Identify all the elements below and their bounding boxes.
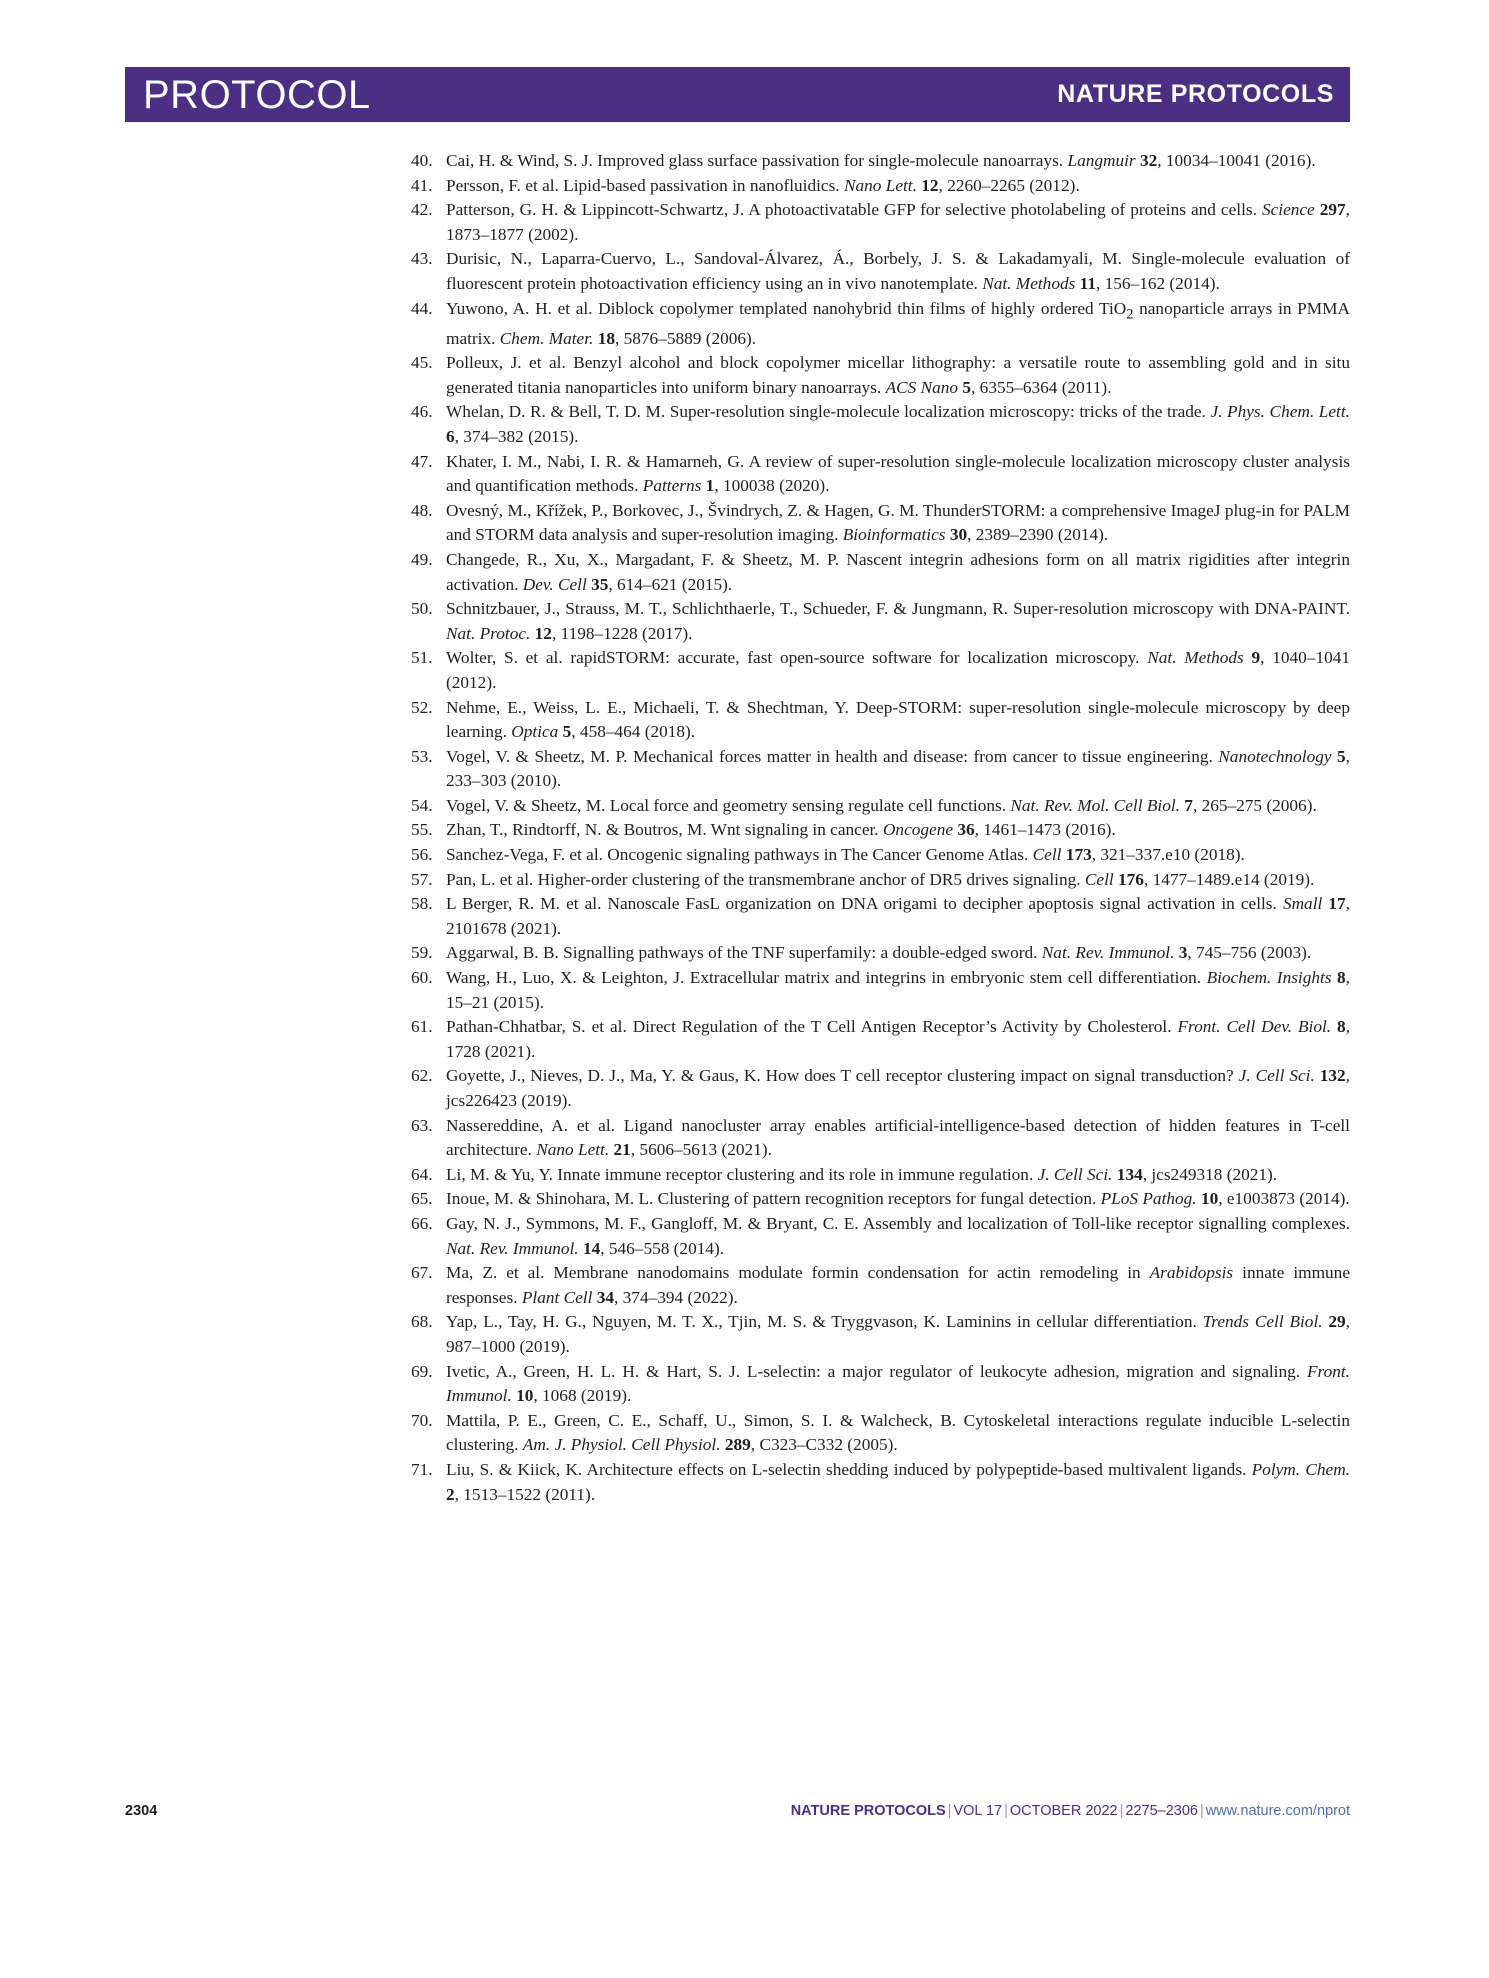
reference-text: Pan, L. et al. Higher-order clustering of the transmembrane anchor of DR5 drives signaling. Cell 176, 1477–1489.e14 (2019).	[446, 869, 1315, 889]
reference-number: 63.	[411, 1115, 433, 1135]
reference-item	[411, 198, 1350, 247]
footer-separator: |	[947, 1803, 952, 1819]
reference-item	[411, 351, 1350, 400]
reference-item	[411, 1064, 1350, 1113]
reference-item	[411, 1187, 1350, 1212]
reference-number: 71.	[411, 1459, 433, 1479]
reference-number: 46.	[411, 402, 433, 422]
reference-number: 66.	[411, 1213, 433, 1233]
journal-name: NATURE PROTOCOLS	[1057, 80, 1334, 108]
reference-text: L Berger, R. M. et al. Nanoscale FasL organization on DNA origami to decipher apoptosis signal activation in cells. Small 17, 2101678 (2021).	[446, 894, 1350, 938]
reference-text: Nassereddine, A. et al. Ligand nanocluster array enables artificial-intelligence-based detection of hidden features in T-cell architecture. Nano Lett. 21, 5606–5613 (2021).	[446, 1115, 1350, 1160]
reference-text: Khater, I. M., Nabi, I. R. & Hamarneh, G. A review of super-resolution single-molecule localization microscopy cluster analysis and quantification methods. Patterns 1, 100038 (2020).	[446, 451, 1350, 496]
reference-number: 70.	[411, 1410, 433, 1430]
reference-text: Ivetic, A., Green, H. L. H. & Hart, S. J. L-selectin: a major regulator of leukocyte adhesion, migration and signaling. Front. Immunol. 10, 1068 (2019).	[446, 1361, 1350, 1406]
reference-item	[411, 400, 1350, 449]
reference-number: 52.	[411, 697, 433, 717]
footer-journal: NATURE PROTOCOLS	[790, 1803, 946, 1819]
reference-item	[411, 843, 1350, 868]
reference-text: Goyette, J., Nieves, D. J., Ma, Y. & Gaus, K. How does T cell receptor clustering impact on signal transduction? J. Cell Sci. 132, jcs226423 (2019).	[446, 1066, 1350, 1111]
reference-number: 67.	[411, 1263, 433, 1283]
reference-number: 60.	[411, 968, 433, 988]
reference-text: Persson, F. et al. Lipid-based passivation in nanofluidics. Nano Lett. 12, 2260–2265 (2012).	[446, 175, 1080, 195]
reference-number: 58.	[411, 894, 433, 914]
footer-separator: |	[1004, 1803, 1008, 1819]
reference-number: 47.	[411, 451, 433, 471]
reference-item	[411, 966, 1350, 1015]
reference-number: 49.	[411, 549, 433, 569]
reference-text: Inoue, M. & Shinohara, M. L. Clustering of pattern recognition receptors for fungal detection. PLoS Pathog. 10, e1003873 (2014).	[446, 1189, 1350, 1209]
footer-citation	[791, 1803, 1350, 1819]
reference-list	[411, 149, 1350, 1507]
reference-number: 42.	[411, 200, 433, 220]
reference-item	[411, 174, 1350, 199]
reference-text: Patterson, G. H. & Lippincott-Schwartz, J. A photoactivatable GFP for selective photolabeling of proteins and cells. Science 297, 1873–1877 (2002).	[446, 200, 1350, 244]
reference-text: Cai, H. & Wind, S. J. Improved glass surface passivation for single-molecule nanoarrays. Langmuir 32, 10034–10041 (2016).	[446, 151, 1316, 170]
reference-number: 48.	[411, 500, 433, 520]
reference-text: Wang, H., Luo, X. & Leighton, J. Extracellular matrix and integrins in embryonic stem cell differentiation. Biochem. Insights 8, 15–21 (2015).	[446, 968, 1350, 1012]
reference-number: 61.	[411, 1017, 433, 1037]
reference-number: 45.	[411, 353, 433, 373]
reference-text: Liu, S. & Kiick, K. Architecture effects on L-selectin shedding induced by polypeptide-based multivalent ligands. Polym. Chem. 2, 1513–1522 (2011).	[446, 1459, 1350, 1504]
footer-pages: 2275–2306	[1125, 1803, 1198, 1819]
reference-text: Gay, N. J., Symmons, M. F., Gangloff, M. & Bryant, C. E. Assembly and localization of Toll-like receptor signalling complexes. Nat. Rev. Immunol. 14, 546–558 (2014).	[446, 1213, 1350, 1258]
page-footer	[125, 1803, 1350, 1825]
section-label: PROTOCOL	[143, 72, 371, 117]
reference-item	[411, 1163, 1350, 1188]
reference-item	[411, 1409, 1350, 1458]
reference-text: Vogel, V. & Sheetz, M. Local force and geometry sensing regulate cell functions. Nat. Rev. Mol. Cell Biol. 7, 265–275 (2006).	[446, 795, 1317, 815]
reference-item	[411, 1114, 1350, 1163]
reference-number: 62.	[411, 1066, 433, 1086]
reference-item	[411, 794, 1350, 819]
reference-item	[411, 1212, 1350, 1261]
reference-item	[411, 941, 1350, 966]
reference-number: 41.	[411, 175, 433, 195]
reference-text: Li, M. & Yu, Y. Innate immune receptor clustering and its role in immune regulation. J. Cell Sci. 134, jcs249318 (2021).	[446, 1164, 1278, 1184]
reference-text: Whelan, D. R. & Bell, T. D. M. Super-resolution single-molecule localization microscopy: tricks of the trade. J. Phys. Chem. Lett. 6, 374–382 (2015).	[446, 402, 1350, 446]
reference-item	[411, 745, 1350, 794]
reference-item	[411, 1458, 1350, 1507]
reference-text: Vogel, V. & Sheetz, M. P. Mechanical forces matter in health and disease: from cancer to tissue engineering. Nanotechnology 5, 233–303 (2010).	[446, 746, 1350, 791]
reference-item	[411, 1310, 1350, 1359]
reference-text: Durisic, N., Laparra-Cuervo, L., Sandoval-Álvarez, Á., Borbely, J. S. & Lakadamyali, M. Single-molecule evaluation of fluorescent protein photoactivation efficiency using an in vivo nanotemplate. Nat. Methods 11, 156–162 (2014).	[446, 249, 1350, 293]
reference-item	[411, 597, 1350, 646]
reference-text: Zhan, T., Rindtorff, N. & Boutros, M. Wnt signaling in cancer. Oncogene 36, 1461–1473 (2016).	[446, 820, 1116, 840]
reference-text: Mattila, P. E., Green, C. E., Schaff, U., Simon, S. I. & Walcheck, B. Cytoskeletal interactions regulate inducible L-selectin clustering. Am. J. Physiol. Cell Physiol. 289, C323–C332 (2005).	[446, 1410, 1350, 1455]
reference-item	[411, 646, 1350, 695]
reference-number: 50.	[411, 599, 433, 619]
footer-date: OCTOBER 2022	[1009, 1803, 1118, 1819]
reference-item	[411, 499, 1350, 548]
reference-text: Changede, R., Xu, X., Margadant, F. & Sheetz, M. P. Nascent integrin adhesions form on all matrix rigidities after integrin activation. Dev. Cell 35, 614–621 (2015).	[446, 549, 1350, 594]
reference-text: Nehme, E., Weiss, L. E., Michaeli, T. & Shechtman, Y. Deep-STORM: super-resolution single-molecule microscopy by deep learning. Optica 5, 458–464 (2018).	[446, 697, 1350, 742]
reference-item	[411, 450, 1350, 499]
footer-separator: |	[1199, 1803, 1204, 1819]
reference-number: 64.	[411, 1164, 433, 1184]
header-banner	[125, 67, 1350, 122]
reference-number: 43.	[411, 249, 433, 269]
reference-item	[411, 1261, 1350, 1310]
reference-number: 51.	[411, 648, 433, 668]
reference-text: Wolter, S. et al. rapidSTORM: accurate, fast open-source software for localization microscopy. Nat. Methods 9, 1040–1041 (2012).	[446, 648, 1351, 692]
reference-item	[411, 696, 1350, 745]
reference-number: 44.	[411, 298, 433, 318]
reference-item	[411, 892, 1350, 941]
reference-number: 54.	[411, 795, 433, 815]
reference-number: 55.	[411, 820, 433, 840]
reference-item	[411, 548, 1350, 597]
reference-text: Aggarwal, B. B. Signalling pathways of the TNF superfamily: a double-edged sword. Nat. Rev. Immunol. 3, 745–756 (2003).	[446, 943, 1312, 963]
reference-number: 68.	[411, 1312, 433, 1332]
reference-text: Ovesný, M., Křížek, P., Borkovec, J., Švindrych, Z. & Hagen, G. M. ThunderSTORM: a comprehensive ImageJ plug-in for PALM and STORM data analysis and super-resolution imaging. Bioinformatics 30, 2389–2390 (2014).	[446, 500, 1350, 545]
reference-item	[411, 868, 1350, 893]
footer-separator: |	[1119, 1803, 1124, 1819]
reference-number: 56.	[411, 845, 433, 865]
footer-volume: VOL 17	[953, 1803, 1003, 1819]
reference-number: 57.	[411, 869, 433, 889]
reference-item	[411, 1015, 1350, 1064]
reference-item	[411, 1360, 1350, 1409]
reference-number: 65.	[411, 1189, 433, 1209]
reference-number: 59.	[411, 943, 433, 963]
reference-number: 53.	[411, 746, 433, 766]
reference-text: Pathan-Chhatbar, S. et al. Direct Regulation of the T Cell Antigen Receptor’s Activity by Cholesterol. Front. Cell Dev. Biol. 8, 1728 (2021).	[446, 1017, 1351, 1061]
reference-text: Yap, L., Tay, H. G., Nguyen, M. T. X., Tjin, M. S. & Tryggvason, K. Laminins in cellular differentiation. Trends Cell Biol. 29, 987–1000 (2019).	[446, 1312, 1350, 1356]
reference-item	[411, 818, 1350, 843]
reference-number: 69.	[411, 1361, 433, 1381]
reference-text: Ma, Z. et al. Membrane nanodomains modulate formin condensation for actin remodeling in Arabidopsis innate immune responses. Plant Cell 34, 374–394 (2022).	[446, 1263, 1350, 1307]
reference-text: Schnitzbauer, J., Strauss, M. T., Schlichthaerle, T., Schueder, F. & Jungmann, R. Super-resolution microscopy with DNA-PAINT. Nat. Protoc. 12, 1198–1228 (2017).	[446, 599, 1350, 643]
reference-text: Sanchez-Vega, F. et al. Oncogenic signaling pathways in The Cancer Genome Atlas. Cell 173, 321–337.e10 (2018).	[446, 845, 1245, 865]
footer-url-link[interactable]: www.nature.com/nprot	[1205, 1803, 1350, 1819]
reference-text: Polleux, J. et al. Benzyl alcohol and block copolymer micellar lithography: a versatile route to assembling gold and in situ generated titania nanoparticles into uniform binary nanoarrays. ACS Nano 5, 6355–6364 (2011).	[446, 353, 1350, 397]
reference-item	[411, 149, 1350, 174]
reference-item	[411, 297, 1350, 352]
reference-item	[411, 247, 1350, 296]
page-number: 2304	[125, 1803, 158, 1819]
reference-text: Yuwono, A. H. et al. Diblock copolymer templated nanohybrid thin films of highly ordered TiO$_2$ nanoparticle arrays in PMMA matrix. Chem. Mater. 18, 5876–5889 (2006).	[446, 298, 1350, 348]
reference-number: 40.	[411, 151, 433, 170]
